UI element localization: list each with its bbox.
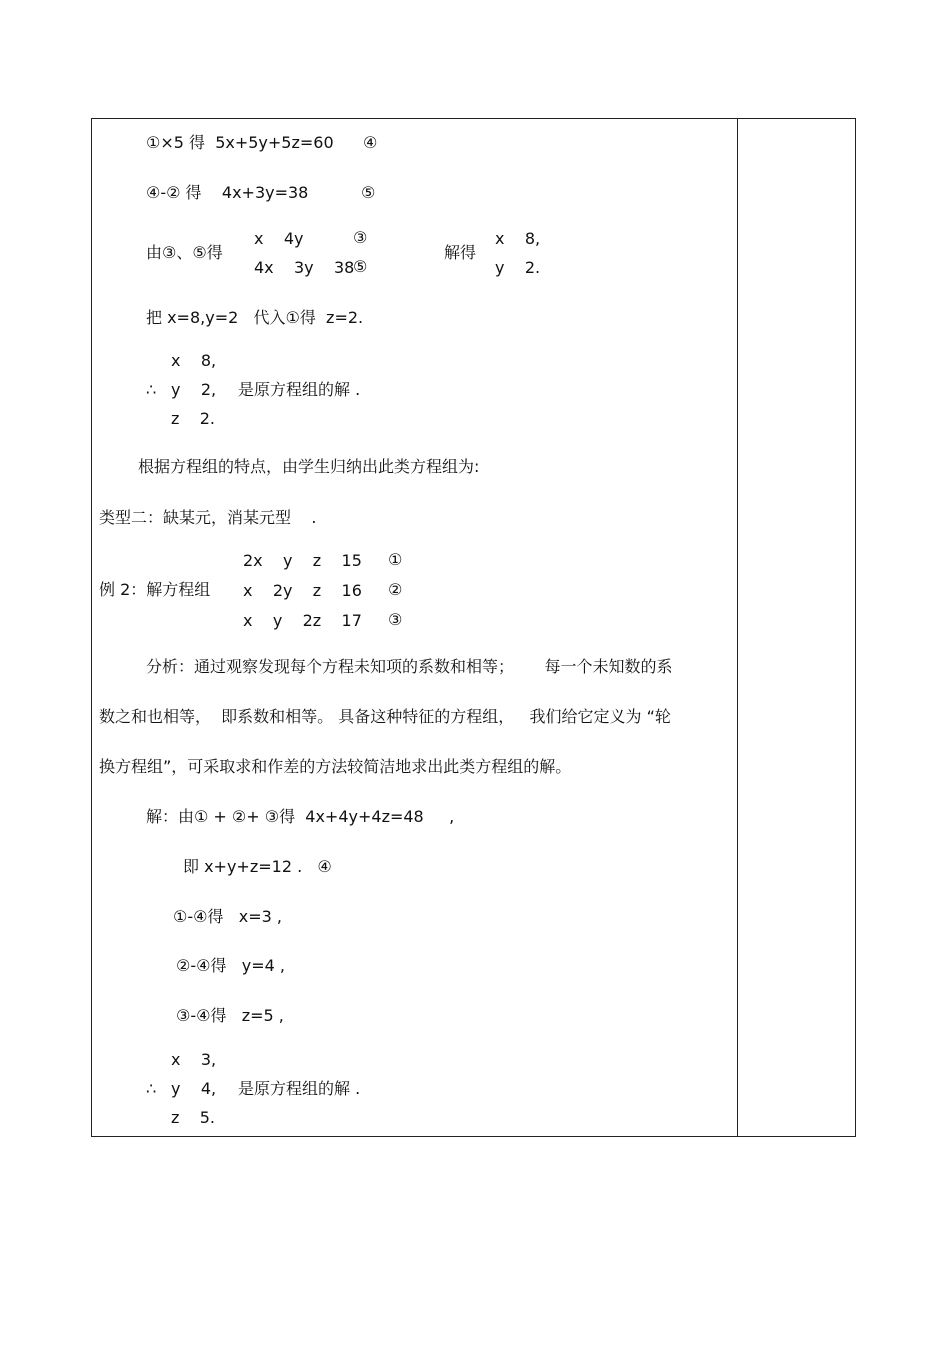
solution-line: ①-④得 x=3 , <box>173 907 282 926</box>
solution-line: ③-④得 z=5 , <box>176 1006 284 1025</box>
solution-row: y 2. <box>495 258 541 277</box>
solution-row: x 8, <box>495 229 541 248</box>
summary-line: 根据方程组的特点，由学生归纳出此类方程组为: <box>138 457 480 476</box>
type-heading: 类型二：缺某元，消某元型 . <box>99 508 317 527</box>
analysis-line: 换方程组”，可采取求和作差的方法较简洁地求出此类方程组的解。 <box>99 757 572 776</box>
analysis-line: 分析：通过观察发现每个方程未知项的系数和相等； 每一个未知数的系 <box>146 657 673 676</box>
system-row: x 2y z 16 <box>243 581 362 600</box>
answer-text: 是原方程组的解 . <box>238 1079 361 1098</box>
answer-row: z 2. <box>171 409 216 428</box>
equation-tag: ③ <box>353 228 368 247</box>
analysis-line: 数之和也相等， 即系数和相等。 具备这种特征的方程组， 我们给它定义为 “轮 <box>99 707 671 726</box>
solution-label: 解得 <box>444 243 477 262</box>
equation-tag: ③ <box>388 610 403 629</box>
answer-text: 是原方程组的解 . <box>238 380 361 399</box>
equation-tag: ② <box>388 580 403 599</box>
column-divider <box>737 118 738 1137</box>
system-row: x 4y <box>254 229 304 248</box>
solution-line: 即 x+y+z=12 . ④ <box>183 857 332 876</box>
system-label: 由③、⑤得 <box>146 243 223 262</box>
equation-tag: ⑤ <box>361 183 376 202</box>
step-subtract: ④-② 得 4x+3y=38 <box>146 183 309 202</box>
therefore-symbol: ∴ <box>146 1079 157 1098</box>
therefore-symbol: ∴ <box>146 380 157 399</box>
equation-tag: ⑤ <box>353 257 368 276</box>
example-label: 例 2：解方程组 <box>99 580 211 599</box>
system-row: x y 2z 17 <box>243 611 362 630</box>
answer-row: y 2, <box>171 380 217 399</box>
answer-row: y 4, <box>171 1079 217 1098</box>
answer-row: z 5. <box>171 1108 216 1127</box>
system-row: 2x y z 15 <box>243 551 362 570</box>
equation-tag: ① <box>388 550 403 569</box>
solution-line: ②-④得 y=4 , <box>176 956 285 975</box>
table-frame <box>91 118 856 1137</box>
substitution-line: 把 x=8,y=2 代入①得 z=2. <box>146 308 364 327</box>
equation-tag: ④ <box>363 133 378 152</box>
step-multiply: ①×5 得 5x+5y+5z=60 <box>146 133 334 152</box>
answer-row: x 3, <box>171 1050 217 1069</box>
system-row: 4x 3y 38 <box>254 258 355 277</box>
solution-line: 解：由① + ②+ ③得 4x+4y+4z=48 , <box>146 807 455 826</box>
answer-row: x 8, <box>171 351 217 370</box>
